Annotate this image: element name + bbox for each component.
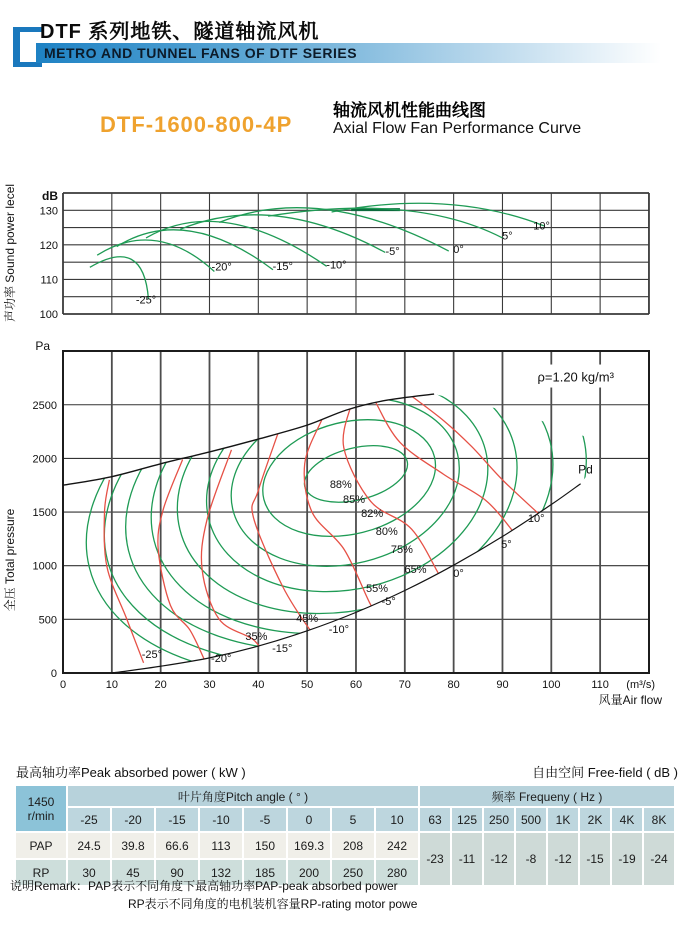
freefield-value: -19	[612, 833, 642, 885]
freefield-value: -24	[644, 833, 674, 885]
pitch-angle-value: 5	[332, 808, 374, 831]
x-tick-label: 10	[105, 679, 118, 691]
sound-curve-label: -25°	[135, 294, 157, 307]
frequency-value: 250	[484, 808, 514, 831]
frequency-value: 500	[516, 808, 546, 831]
pitch-angle-label: 5°	[501, 538, 512, 551]
y-tick-label: 120	[39, 239, 58, 252]
sound-curve-label: 10°	[533, 220, 550, 233]
rp-value: 185	[244, 860, 286, 885]
page-title-zh: DTF 系列地铁、隧道轴流风机	[40, 21, 320, 43]
freefield-value: -11	[452, 833, 482, 885]
sound-curve	[90, 257, 149, 299]
table-title-left: 最高轴功率Peak absorbed power ( kW )	[16, 765, 246, 780]
rp-value: 45	[112, 860, 154, 885]
remark-line-1: 说明Remark：PAP表示不同角度下最高轴功率PAP-peak absorbed power	[10, 879, 398, 893]
chart-title-en: Axial Flow Fan Performance Curve	[333, 120, 582, 137]
x-unit-label: (m³/s)	[626, 679, 655, 691]
freefield-value: -8	[516, 833, 546, 885]
x-tick-label: 70	[398, 679, 411, 691]
spec-table	[14, 784, 676, 887]
frequency-value: 4K	[612, 808, 642, 831]
x-tick-label: 50	[301, 679, 314, 691]
pressure-y-axis-label: 全压 Total pressure	[3, 508, 17, 612]
efficiency-label: 75%	[390, 544, 413, 557]
rp-value: 90	[156, 860, 198, 885]
x-tick-label: 40	[252, 679, 265, 691]
frequency-value: 1K	[548, 808, 578, 831]
pitch-angle-label: -15°	[272, 642, 293, 655]
x-tick-label: 20	[154, 679, 167, 691]
pap-value: 66.6	[156, 833, 198, 858]
sound-curve-label: 0°	[453, 244, 464, 257]
y-unit-label: Pa	[35, 339, 50, 353]
pitch-angle-value: -25	[68, 808, 110, 831]
frequency-value: 125	[452, 808, 482, 831]
chart-title-zh: 轴流风机性能曲线图	[333, 101, 486, 120]
pitch-angle-header: 叶片角度Pitch angle ( ° )	[68, 786, 418, 806]
y-tick-label: 100	[39, 309, 58, 321]
sound-curve	[332, 203, 544, 226]
x-tick-label: 80	[447, 679, 460, 691]
efficiency-label: 65%	[404, 563, 427, 576]
pitch-angle-value: -10	[200, 808, 242, 831]
pap-value: 24.5	[68, 833, 110, 858]
x-tick-label: 30	[203, 679, 216, 691]
efficiency-label: 82%	[361, 507, 384, 520]
sound-curve-label: -5°	[385, 246, 400, 259]
rp-value: 280	[376, 860, 418, 885]
pitch-angle-label: -25°	[141, 648, 163, 661]
sound-curve-label: -15°	[272, 261, 293, 274]
frequency-value: 8K	[644, 808, 674, 831]
sound-curve-label: -20°	[211, 261, 232, 274]
pap-value: 150	[244, 833, 286, 858]
table-title-right: 自由空间 Free-field ( dB )	[532, 765, 678, 780]
pd-curve-label: Pd	[578, 462, 593, 477]
y-tick-label: 0	[50, 668, 57, 680]
x-tick-label: 0	[59, 679, 67, 691]
y-tick-label: 2500	[32, 399, 57, 412]
sound-curve-label: -10°	[326, 259, 347, 272]
y-unit-label: dB	[42, 189, 58, 203]
pap-value: 169.3	[288, 833, 330, 858]
rp-row-label: RP	[16, 860, 66, 885]
pitch-angle-label: -5°	[381, 595, 396, 608]
pitch-curve	[158, 459, 205, 660]
rp-value: 250	[332, 860, 374, 885]
freefield-value: -12	[484, 833, 514, 885]
efficiency-label: 35%	[245, 630, 268, 643]
pitch-angle-value: -20	[112, 808, 154, 831]
efficiency-label: 80%	[375, 526, 398, 539]
pitch-angle-label: -20°	[211, 652, 232, 665]
pitch-angle-label: 10°	[527, 513, 545, 526]
freefield-value: -23	[420, 833, 450, 885]
sound-y-axis-label: 声功率 Sound power lecel	[3, 183, 17, 323]
y-tick-label: 110	[40, 274, 58, 287]
pap-value: 208	[332, 833, 374, 858]
efficiency-label: 85%	[343, 494, 366, 507]
y-tick-label: 1500	[32, 507, 57, 520]
x-tick-label: 100	[542, 679, 561, 691]
x-axis-label: 风量Air flow	[598, 693, 662, 707]
pap-row-label: PAP	[16, 833, 66, 858]
y-tick-label: 1000	[32, 560, 57, 573]
y-tick-label: 2000	[32, 453, 57, 466]
rp-value: 200	[288, 860, 330, 885]
frequency-header: 频率 Frequeny ( Hz )	[420, 786, 674, 806]
speed-cell: 1450 r/min	[16, 786, 66, 831]
y-tick-label: 500	[38, 614, 57, 627]
efficiency-label: 45%	[296, 613, 319, 626]
remark-line-2: RP表示不同角度的电机装机容量RP-rating motor powe	[128, 897, 418, 911]
pap-value: 39.8	[112, 833, 154, 858]
remark	[10, 877, 417, 913]
efficiency-label: 88%	[329, 479, 352, 492]
rp-value: 132	[200, 860, 242, 885]
pitch-angle-value: -15	[156, 808, 198, 831]
pitch-angle-value: -5	[244, 808, 286, 831]
frequency-value: 2K	[580, 808, 610, 831]
pitch-angle-value: 0	[288, 808, 330, 831]
pitch-angle-label: -10°	[328, 623, 350, 636]
density-label: ρ=1.20 kg/m³	[537, 369, 614, 385]
freefield-value: -12	[548, 833, 578, 885]
x-tick-label: 60	[349, 679, 363, 691]
sound-curve	[180, 215, 385, 253]
sound-curve-label: 5°	[502, 230, 513, 243]
frequency-value: 63	[420, 808, 450, 831]
model-code: DTF-1600-800-4P	[100, 112, 293, 137]
pitch-angle-label: 0°	[453, 567, 464, 580]
sound-curve	[117, 230, 273, 270]
freefield-value: -15	[580, 833, 610, 885]
pap-value: 113	[200, 833, 242, 858]
pitch-curve	[104, 480, 143, 663]
page-title-en: METRO AND TUNNEL FANS OF DTF SERIES	[44, 45, 358, 61]
pap-value: 242	[376, 833, 418, 858]
rp-value: 30	[68, 860, 110, 885]
x-tick-label: 90	[496, 679, 509, 691]
sound-chart	[2, 184, 649, 322]
pitch-angle-value: 10	[376, 808, 418, 831]
x-tick-label: 110	[591, 679, 609, 691]
y-tick-label: 130	[39, 205, 58, 218]
efficiency-label: 55%	[365, 582, 388, 595]
pitch-curve	[412, 396, 539, 514]
pressure-chart	[2, 270, 671, 731]
